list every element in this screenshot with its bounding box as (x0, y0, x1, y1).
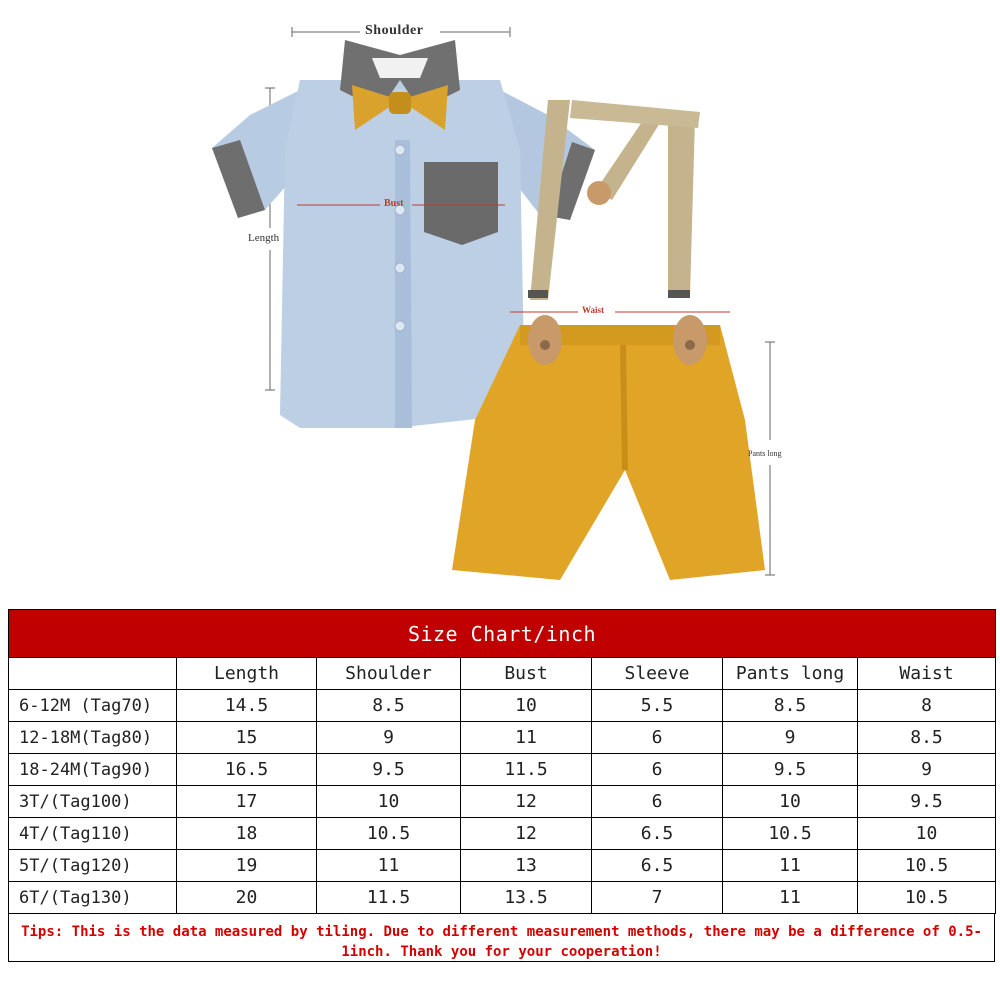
tips-note: Tips: This is the data measured by tiling. Due to different measurement methods, there may be a difference of 0.5-1inch. Thank you for your cooperation! (8, 914, 995, 962)
table-cell: 9 (858, 754, 996, 786)
size-cell: 5T/(Tag120) (9, 850, 177, 882)
table-cell: 10 (723, 786, 858, 818)
length-label: Length (248, 232, 280, 244)
table-cell: 12 (461, 818, 592, 850)
table-cell: 13.5 (461, 882, 592, 914)
table-cell: 8 (858, 690, 996, 722)
table-cell: 11 (461, 722, 592, 754)
table-cell: 6.5 (592, 818, 723, 850)
table-cell: 14.5 (177, 690, 317, 722)
table-cell: 6 (592, 754, 723, 786)
table-cell: 13 (461, 850, 592, 882)
table-row (9, 722, 996, 754)
table-row (9, 786, 996, 818)
table-row (9, 690, 996, 722)
size-cell: 3T/(Tag100) (9, 786, 177, 818)
size-chart-title: Size Chart/inch (9, 610, 996, 658)
size-cell: 6-12M (Tag70) (9, 690, 177, 722)
size-chart (8, 609, 995, 962)
table-cell: 10.5 (723, 818, 858, 850)
table-cell: 6 (592, 722, 723, 754)
table-cell: 8.5 (317, 690, 461, 722)
table-cell: 7 (592, 882, 723, 914)
table-cell: 10.5 (858, 850, 996, 882)
column-header: Bust (461, 658, 592, 690)
column-header: Sleeve (592, 658, 723, 690)
table-cell: 18 (177, 818, 317, 850)
shoulder-label: Shoulder (365, 23, 424, 38)
table-cell: 8.5 (858, 722, 996, 754)
size-cell: 18-24M(Tag90) (9, 754, 177, 786)
column-header: Pants long (723, 658, 858, 690)
pants-long-label: Pants long (748, 449, 782, 458)
table-cell: 10.5 (317, 818, 461, 850)
table-cell: 9.5 (317, 754, 461, 786)
table-cell: 11 (317, 850, 461, 882)
table-cell: 9.5 (858, 786, 996, 818)
table-row (9, 754, 996, 786)
table-row (9, 850, 996, 882)
table-cell: 6.5 (592, 850, 723, 882)
table-cell: 9 (723, 722, 858, 754)
table-row (9, 818, 996, 850)
size-cell: 6T/(Tag130) (9, 882, 177, 914)
table-row (9, 882, 996, 914)
column-header: Length (177, 658, 317, 690)
column-header: Shoulder (317, 658, 461, 690)
table-cell: 8.5 (723, 690, 858, 722)
table-cell: 9 (317, 722, 461, 754)
table-cell: 11.5 (461, 754, 592, 786)
table-cell: 5.5 (592, 690, 723, 722)
table-cell: 15 (177, 722, 317, 754)
column-header (9, 658, 177, 690)
table-cell: 10.5 (858, 882, 996, 914)
table-cell: 10 (317, 786, 461, 818)
table-cell: 10 (858, 818, 996, 850)
table-cell: 10 (461, 690, 592, 722)
table-cell: 11 (723, 882, 858, 914)
table-cell: 9.5 (723, 754, 858, 786)
waist-label: Waist (582, 305, 605, 315)
table-cell: 12 (461, 786, 592, 818)
size-cell: 4T/(Tag110) (9, 818, 177, 850)
table-cell: 19 (177, 850, 317, 882)
table-cell: 17 (177, 786, 317, 818)
table-cell: 16.5 (177, 754, 317, 786)
table-cell: 11.5 (317, 882, 461, 914)
table-cell: 11 (723, 850, 858, 882)
suspenders (528, 100, 700, 300)
bust-label: Bust (384, 198, 404, 209)
table-cell: 6 (592, 786, 723, 818)
size-cell: 12-18M(Tag80) (9, 722, 177, 754)
size-chart-table (8, 609, 996, 914)
table-cell: 20 (177, 882, 317, 914)
column-header: Waist (858, 658, 996, 690)
header-row (9, 658, 996, 690)
